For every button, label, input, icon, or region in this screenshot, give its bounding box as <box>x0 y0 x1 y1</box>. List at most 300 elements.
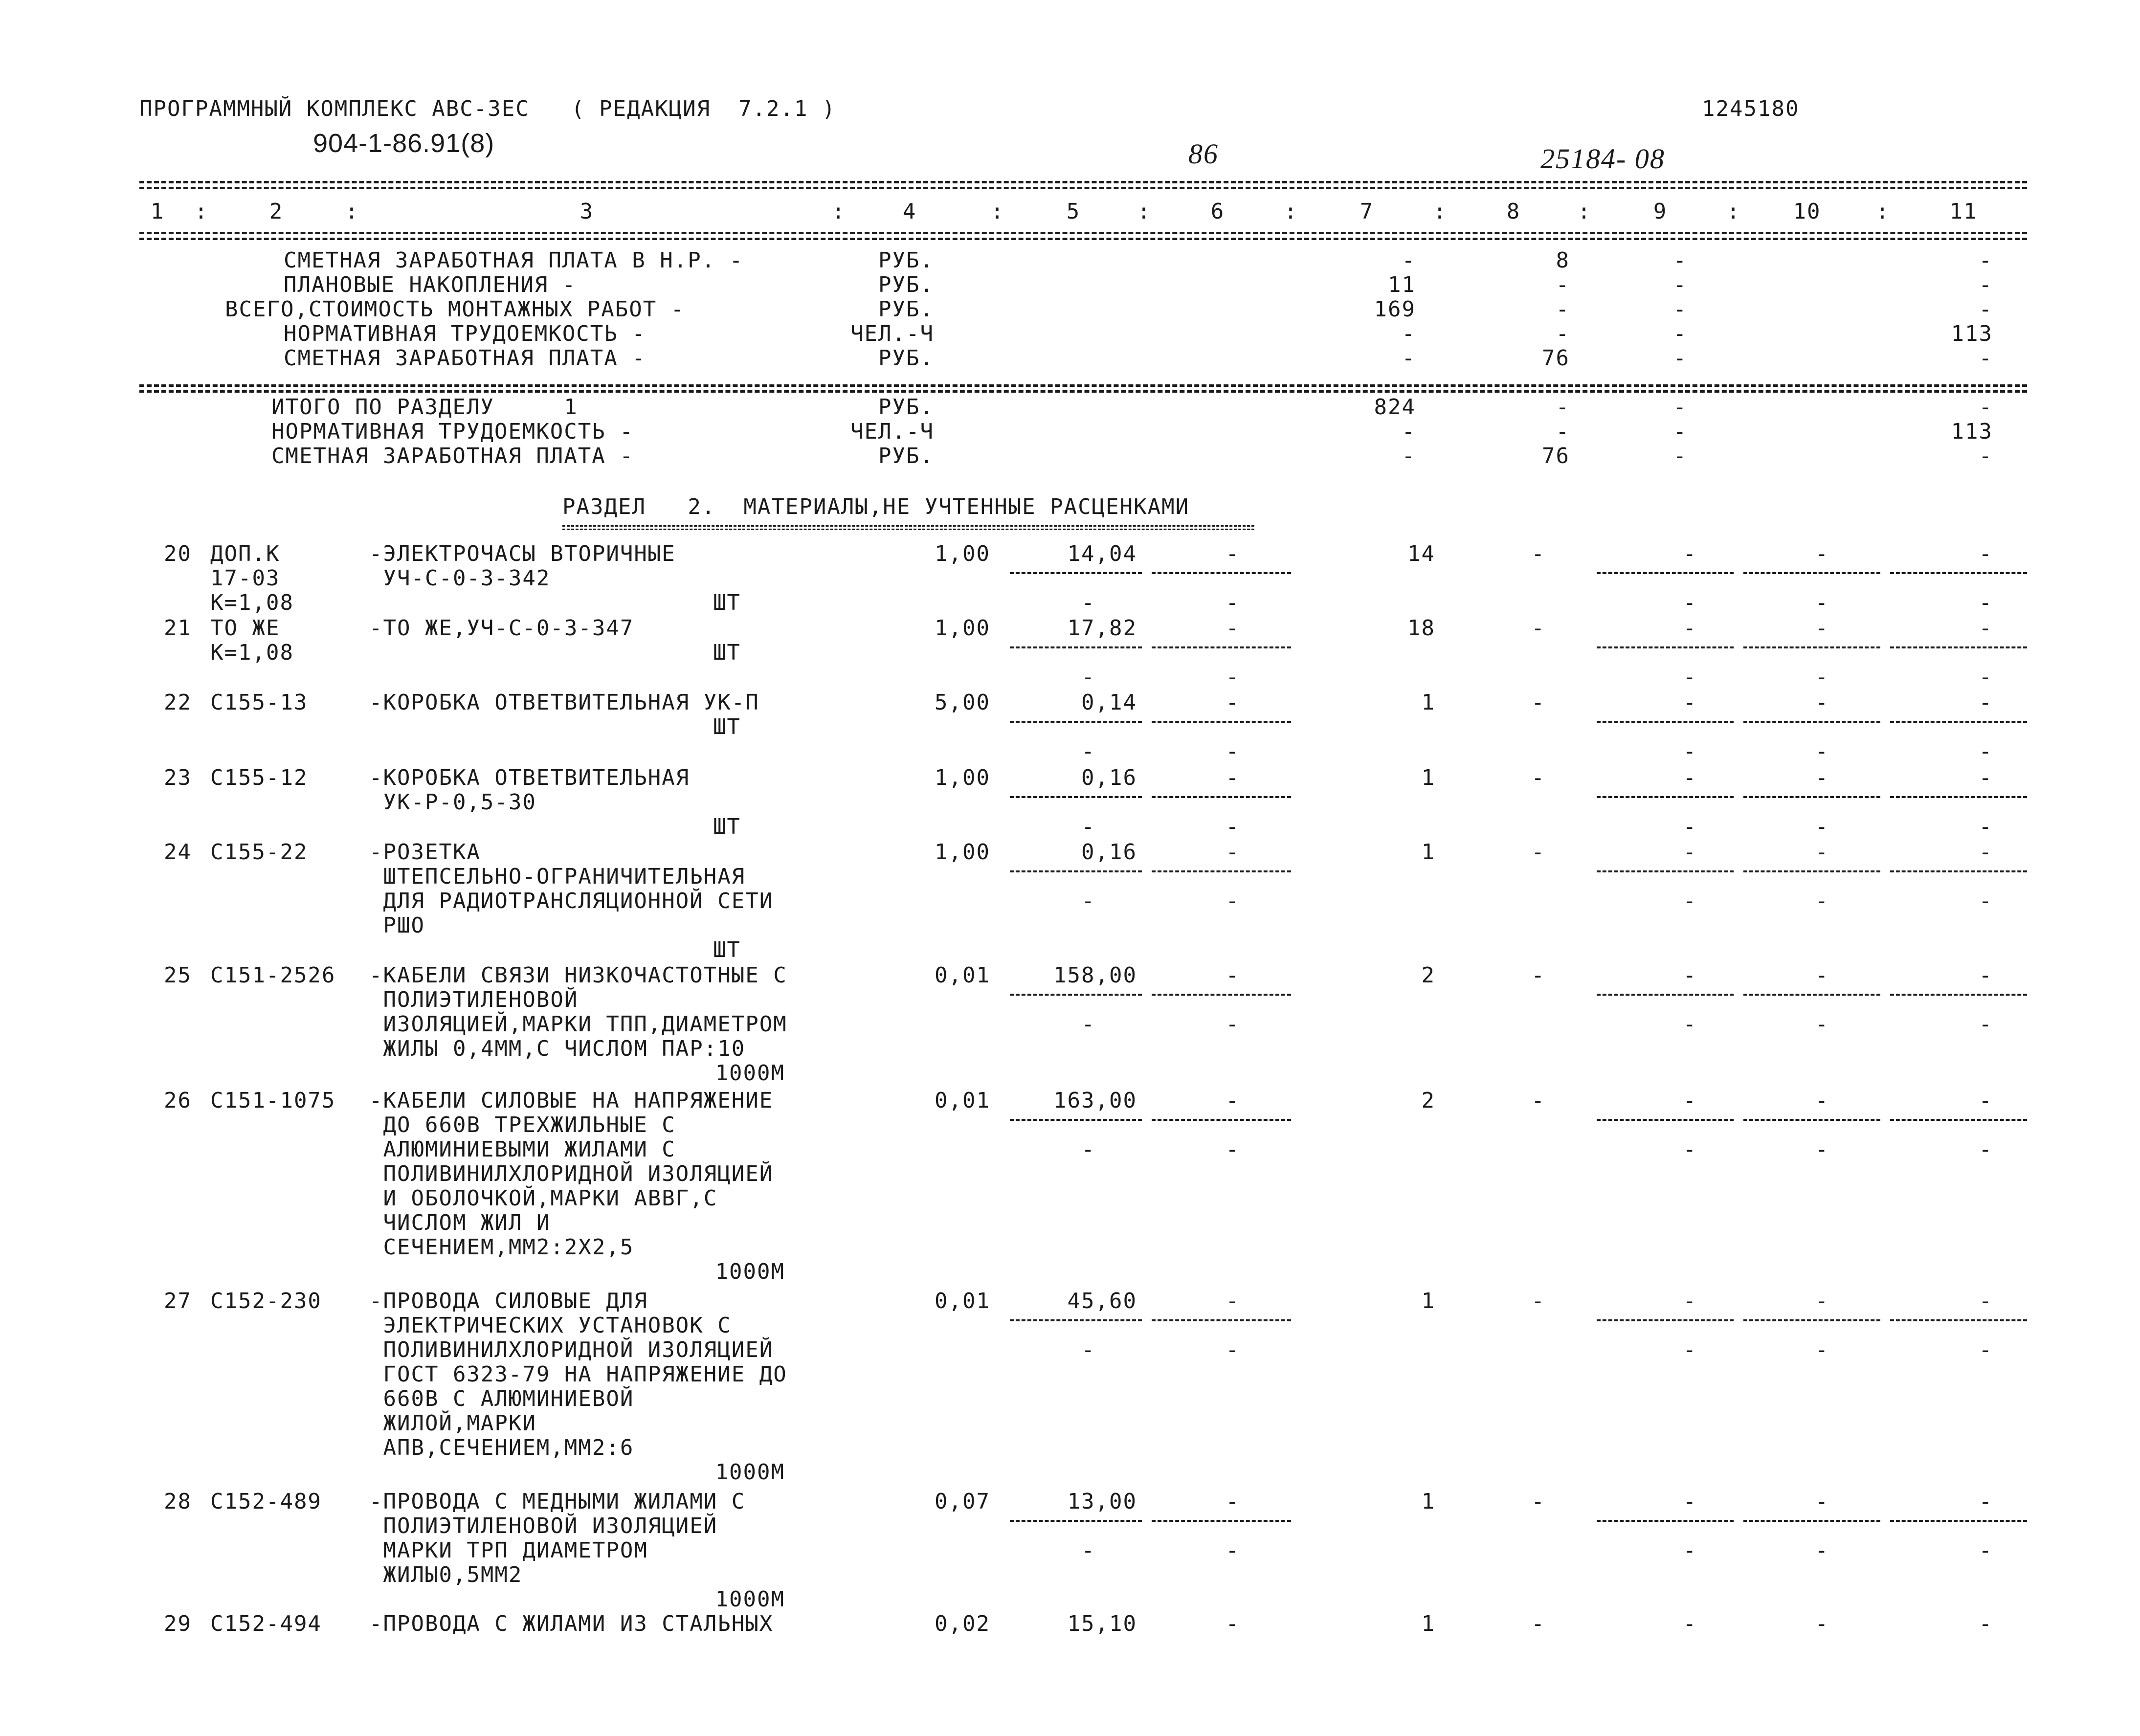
item-quantity: 0,02 <box>935 1611 990 1636</box>
item-sub-col11: - <box>1979 1137 1993 1162</box>
item-col10: - <box>1815 963 1829 988</box>
item-code: К=1,08 <box>210 640 294 665</box>
item-price: 17,82 <box>1067 616 1137 641</box>
item-sub-col9: - <box>1683 1337 1697 1362</box>
item-col11: - <box>1979 690 1993 715</box>
item-description: ЖИЛОЙ,МАРКИ <box>369 1411 536 1436</box>
item-subtotal-rule <box>1152 994 1291 996</box>
item-number: 29 <box>164 1611 192 1636</box>
col-header-6: 6 <box>1210 199 1225 224</box>
item-subtotal-rule <box>1890 1319 2027 1321</box>
item-col7: 18 <box>1407 616 1435 641</box>
item-col9: - <box>1683 690 1697 715</box>
item-unit: ШТ <box>713 590 741 615</box>
item-price: 13,00 <box>1067 1489 1137 1514</box>
item-col9: - <box>1683 1611 1697 1636</box>
total-row-unit: РУБ. <box>878 444 934 468</box>
item-col6: - <box>1226 541 1240 566</box>
item-subtotal-rule <box>1152 721 1291 723</box>
item-subtotal-rule <box>1743 870 1880 872</box>
item-col11: - <box>1979 541 1993 566</box>
summary-row-label: СМЕТНАЯ ЗАРАБОТНАЯ ПЛАТА В Н.Р. - <box>284 248 744 273</box>
item-sub-col9: - <box>1683 1137 1697 1162</box>
item-description: УЧ-С-0-3-342 <box>369 566 551 591</box>
item-subtotal-rule <box>1890 870 2027 872</box>
item-subtotal-rule <box>1152 1119 1291 1121</box>
item-description: ГОСТ 6323-79 НА НАПРЯЖЕНИЕ ДО <box>369 1362 787 1387</box>
summary-row-col11: - <box>1979 248 1993 273</box>
item-col11: - <box>1979 1611 1993 1636</box>
item-col6: - <box>1226 765 1240 790</box>
summary-row-col11: - <box>1979 297 1993 322</box>
item-description: -КАБЕЛИ СИЛОВЫЕ НА НАПРЯЖЕНИЕ <box>369 1088 774 1113</box>
item-subtotal-rule <box>1743 646 1880 648</box>
item-code: С155-12 <box>210 765 308 790</box>
item-unit: 1000М <box>715 1587 785 1612</box>
item-description: ИЗОЛЯЦИЕЙ,МАРКИ ТПП,ДИАМЕТРОМ <box>369 1012 787 1037</box>
item-subtotal-rule <box>1890 646 2027 648</box>
item-number: 22 <box>164 690 192 715</box>
item-col6: - <box>1226 1088 1240 1113</box>
item-sub-col6: - <box>1226 665 1240 690</box>
item-quantity: 0,07 <box>935 1489 990 1514</box>
item-description: -ЭЛЕКТРОЧАСЫ ВТОРИЧНЫЕ <box>369 541 676 566</box>
item-subtotal-rule <box>1152 646 1291 648</box>
col-sep: : <box>345 199 359 224</box>
item-sub-col9: - <box>1683 665 1697 690</box>
total-row-col11: 113 <box>1951 419 1993 444</box>
total-row-col9: - <box>1673 419 1687 444</box>
item-sub-col10: - <box>1815 814 1829 839</box>
item-col6: - <box>1226 1611 1240 1636</box>
item-subtotal-rule <box>1597 1520 1734 1522</box>
item-subtotal-rule <box>1010 572 1142 574</box>
item-subtotal-rule <box>1152 870 1291 872</box>
item-col6: - <box>1226 840 1240 865</box>
total-row-col7: - <box>1402 444 1416 468</box>
item-description: ЭЛЕКТРИЧЕСКИХ УСТАНОВОК С <box>369 1313 732 1338</box>
item-subtotal-rule <box>1010 721 1142 723</box>
summary-row-col8: 8 <box>1556 248 1570 273</box>
item-sub-col11: - <box>1979 1012 1993 1037</box>
item-subtotal-rule <box>1010 1319 1142 1321</box>
item-col7: 1 <box>1421 690 1435 715</box>
item-subtotal-rule <box>1743 1520 1880 1522</box>
item-price: 0,16 <box>1081 765 1137 790</box>
item-sub-col11: - <box>1979 889 1993 913</box>
summary-row-unit: РУБ. <box>878 346 934 371</box>
item-sub-col6: - <box>1226 814 1240 839</box>
total-row-col8: - <box>1556 395 1570 420</box>
item-description: ПОЛИВИНИЛХЛОРИДНОЙ ИЗОЛЯЦИЕЙ <box>369 1337 774 1362</box>
total-row-unit: РУБ. <box>878 395 934 420</box>
sheet-number: 86 <box>1188 138 1219 170</box>
item-quantity: 0,01 <box>935 1088 990 1113</box>
item-description: ЖИЛЫ0,5ММ2 <box>369 1562 523 1587</box>
summary-row-col11: 113 <box>1951 321 1993 346</box>
item-col9: - <box>1683 1489 1697 1514</box>
col-sep: : <box>1726 199 1741 224</box>
item-code: С155-22 <box>210 840 308 865</box>
item-sub-col11: - <box>1979 739 1993 764</box>
document-number: 25184- 08 <box>1540 143 1665 175</box>
item-subtotal-rule <box>1152 796 1291 798</box>
item-price: 158,00 <box>1053 963 1137 988</box>
item-number: 21 <box>164 616 192 641</box>
summary-row-col9: - <box>1673 297 1687 322</box>
item-description: ШТЕПСЕЛЬНО-ОГРАНИЧИТЕЛЬНАЯ <box>369 864 746 889</box>
item-subtotal-rule <box>1597 1119 1734 1121</box>
item-subtotal-rule <box>1152 572 1291 574</box>
program-header: ПРОГРАММНЫЙ КОМПЛЕКС АВС-3ЕС ( РЕДАКЦИЯ 7.2.1 ) <box>139 96 836 121</box>
item-col6: - <box>1226 963 1240 988</box>
item-price: 0,14 <box>1081 690 1137 715</box>
item-code: С151-1075 <box>210 1088 336 1113</box>
item-col8: - <box>1531 840 1545 865</box>
item-col8: - <box>1531 1289 1545 1313</box>
total-row-col9: - <box>1673 395 1687 420</box>
col-header-8: 8 <box>1506 199 1521 224</box>
item-subtotal-rule <box>1010 994 1142 996</box>
item-subtotal-rule <box>1597 994 1734 996</box>
item-code: С152-494 <box>210 1611 322 1636</box>
item-sub-col11: - <box>1979 1337 1993 1362</box>
item-subtotal-rule <box>1743 721 1880 723</box>
item-col11: - <box>1979 1289 1993 1313</box>
item-description: ПОЛИВИНИЛХЛОРИДНОЙ ИЗОЛЯЦИЕЙ <box>369 1161 774 1186</box>
item-description: -ТО ЖЕ,УЧ-С-0-3-347 <box>369 616 634 641</box>
item-code: ДОП.К <box>210 541 280 566</box>
item-sub-col10: - <box>1815 1538 1829 1563</box>
item-col9: - <box>1683 765 1697 790</box>
item-sub-col6: - <box>1226 1337 1240 1362</box>
item-code: С152-230 <box>210 1289 322 1313</box>
total-row-label: ИТОГО ПО РАЗДЕЛУ 1 <box>271 395 578 420</box>
item-price: 163,00 <box>1053 1088 1137 1113</box>
total-row-col7: 824 <box>1374 395 1416 420</box>
item-col8: - <box>1531 690 1545 715</box>
item-sub-col10: - <box>1815 1337 1829 1362</box>
col-header-5: 5 <box>1066 199 1081 224</box>
item-unit: ШТ <box>713 814 741 839</box>
item-unit: ШТ <box>713 640 741 665</box>
item-subtotal-rule <box>1010 1520 1142 1522</box>
col-header-4: 4 <box>902 199 917 224</box>
item-sub-col9: - <box>1683 814 1697 839</box>
item-sub-col10: - <box>1815 889 1829 913</box>
item-sub-col10: - <box>1815 1012 1829 1037</box>
item-code: ТО ЖЕ <box>210 616 280 641</box>
item-col9: - <box>1683 963 1697 988</box>
item-sub-col10: - <box>1815 590 1829 615</box>
item-sub-col5: - <box>1081 739 1095 764</box>
item-subtotal-rule <box>1597 572 1734 574</box>
item-description: УК-Р-0,5-30 <box>369 790 536 815</box>
item-subtotal-rule <box>1152 1319 1291 1321</box>
item-subtotal-rule <box>1010 870 1142 872</box>
total-row-unit: ЧЕЛ.-Ч <box>850 419 934 444</box>
item-subtotal-rule <box>1597 870 1734 872</box>
item-description: -ПРОВОДА С МЕДНЫМИ ЖИЛАМИ С <box>369 1489 746 1514</box>
item-col8: - <box>1531 616 1545 641</box>
item-sub-col9: - <box>1683 889 1697 913</box>
summary-row-col8: 76 <box>1542 346 1570 371</box>
item-sub-col9: - <box>1683 739 1697 764</box>
item-quantity: 0,01 <box>935 1289 990 1313</box>
item-price: 45,60 <box>1067 1289 1137 1313</box>
item-description: СЕЧЕНИЕМ,ММ2:2Х2,5 <box>369 1235 634 1260</box>
item-description: МАРКИ ТРП ДИАМЕТРОМ <box>369 1538 648 1563</box>
item-col7: 1 <box>1421 1489 1435 1514</box>
summary-row-col11: - <box>1979 346 1993 371</box>
col-header-1: 1 <box>150 199 165 224</box>
item-quantity: 1,00 <box>935 840 990 865</box>
item-subtotal-rule <box>1890 796 2027 798</box>
item-subtotal-rule <box>1890 1520 2027 1522</box>
col-header-7: 7 <box>1360 199 1374 224</box>
col-sep: : <box>1875 199 1890 224</box>
item-subtotal-rule <box>1597 1319 1734 1321</box>
item-sub-col6: - <box>1226 590 1240 615</box>
col-header-10: 10 <box>1793 199 1821 224</box>
item-col10: - <box>1815 1289 1829 1313</box>
item-col10: - <box>1815 1611 1829 1636</box>
item-description: -КАБЕЛИ СВЯЗИ НИЗКОЧАСТОТНЫЕ С <box>369 963 787 988</box>
item-col11: - <box>1979 840 1993 865</box>
item-subtotal-rule <box>1152 1520 1291 1522</box>
item-subtotal-rule <box>1743 1119 1880 1121</box>
col-sep: : <box>990 199 1005 224</box>
item-description: ДО 660В ТРЕХЖИЛЬНЫЕ С <box>369 1113 676 1137</box>
item-col9: - <box>1683 541 1697 566</box>
item-col10: - <box>1815 616 1829 641</box>
item-col10: - <box>1815 840 1829 865</box>
summary-row-unit: РУБ. <box>878 248 934 273</box>
item-price: 14,04 <box>1067 541 1137 566</box>
item-subtotal-rule <box>1010 796 1142 798</box>
item-col11: - <box>1979 963 1993 988</box>
item-sub-col5: - <box>1081 665 1095 690</box>
col-sep: : <box>1137 199 1152 224</box>
item-code: 17-03 <box>210 566 280 591</box>
item-col10: - <box>1815 541 1829 566</box>
item-quantity: 1,00 <box>935 616 990 641</box>
item-sub-col10: - <box>1815 1137 1829 1162</box>
item-sub-col6: - <box>1226 889 1240 913</box>
summary-row-col7: - <box>1402 321 1416 346</box>
item-sub-col5: - <box>1081 814 1095 839</box>
item-number: 26 <box>164 1088 192 1113</box>
summary-row-col9: - <box>1673 321 1687 346</box>
item-sub-col6: - <box>1226 739 1240 764</box>
summary-row-label: ПЛАНОВЫЕ НАКОПЛЕНИЯ - <box>284 272 577 297</box>
summary-row-label: СМЕТНАЯ ЗАРАБОТНАЯ ПЛАТА - <box>284 346 646 371</box>
item-subtotal-rule <box>1743 572 1880 574</box>
summary-row-col8: - <box>1556 297 1570 322</box>
item-subtotal-rule <box>1597 721 1734 723</box>
summary-row-col7: - <box>1402 346 1416 371</box>
item-subtotal-rule <box>1890 721 2027 723</box>
summary-row-col7: 11 <box>1388 272 1416 297</box>
item-description: И ОБОЛОЧКОЙ,МАРКИ АВВГ,С <box>369 1186 718 1211</box>
item-description: -РОЗЕТКА <box>369 840 481 865</box>
item-description: ЧИСЛОМ ЖИЛ И <box>369 1210 551 1235</box>
item-subtotal-rule <box>1010 1119 1142 1121</box>
item-unit: ШТ <box>713 714 741 739</box>
item-description: -ПРОВОДА С ЖИЛАМИ ИЗ СТАЛЬНЫХ <box>369 1611 774 1636</box>
item-col7: 2 <box>1421 1088 1435 1113</box>
total-row-label: НОРМАТИВНАЯ ТРУДОЕМКОСТЬ - <box>271 419 634 444</box>
col-sep: : <box>1433 199 1448 224</box>
item-sub-col6: - <box>1226 1012 1240 1037</box>
summary-row-col9: - <box>1673 272 1687 297</box>
col-header-3: 3 <box>580 199 594 224</box>
item-col7: 1 <box>1421 1289 1435 1313</box>
item-col8: - <box>1531 765 1545 790</box>
summary-row-unit: РУБ. <box>878 297 934 322</box>
item-number: 23 <box>164 765 192 790</box>
summary-row-unit: РУБ. <box>878 272 934 297</box>
item-col8: - <box>1531 541 1545 566</box>
item-col11: - <box>1979 765 1993 790</box>
item-quantity: 0,01 <box>935 963 990 988</box>
item-col11: - <box>1979 1489 1993 1514</box>
item-quantity: 1,00 <box>935 765 990 790</box>
item-subtotal-rule <box>1890 572 2027 574</box>
summary-row-col11: - <box>1979 272 1993 297</box>
col-header-9: 9 <box>1653 199 1668 224</box>
item-sub-col10: - <box>1815 739 1829 764</box>
summary-row-unit: ЧЕЛ.-Ч <box>850 321 934 346</box>
item-quantity: 5,00 <box>935 690 990 715</box>
item-description: -КОРОБКА ОТВЕТВИТЕЛЬНАЯ <box>369 765 690 790</box>
total-row-col8: - <box>1556 419 1570 444</box>
item-col9: - <box>1683 616 1697 641</box>
summary-row-label: НОРМАТИВНАЯ ТРУДОЕМКОСТЬ - <box>284 321 646 346</box>
total-row-label: СМЕТНАЯ ЗАРАБОТНАЯ ПЛАТА - <box>271 444 634 468</box>
item-code: С152-489 <box>210 1489 322 1514</box>
item-description: АПВ,СЕЧЕНИЕМ,ММ2:6 <box>369 1435 634 1460</box>
item-sub-col6: - <box>1226 1137 1240 1162</box>
item-price: 15,10 <box>1067 1611 1137 1636</box>
col-sep: : <box>1284 199 1298 224</box>
document-id: 1245180 <box>1702 96 1800 121</box>
total-row-col9: - <box>1673 444 1687 468</box>
item-subtotal-rule <box>1597 796 1734 798</box>
item-number: 25 <box>164 963 192 988</box>
item-description: АЛЮМИНИЕВЫМИ ЖИЛАМИ С <box>369 1137 676 1162</box>
project-code: 904-1-86.91(8) <box>313 129 495 158</box>
total-row-col11: - <box>1979 395 1993 420</box>
item-sub-col5: - <box>1081 889 1095 913</box>
item-col9: - <box>1683 1088 1697 1113</box>
item-subtotal-rule <box>1010 646 1142 648</box>
item-col7: 1 <box>1421 1611 1435 1636</box>
total-row-col8: 76 <box>1542 444 1570 468</box>
item-number: 28 <box>164 1489 192 1514</box>
item-subtotal-rule <box>1743 796 1880 798</box>
item-description: ДЛЯ РАДИОТРАНСЛЯЦИОННОЙ СЕТИ <box>369 889 774 913</box>
item-sub-col9: - <box>1683 1012 1697 1037</box>
col-header-2: 2 <box>269 199 284 224</box>
item-quantity: 1,00 <box>935 541 990 566</box>
item-col7: 1 <box>1421 840 1435 865</box>
item-sub-col6: - <box>1226 1538 1240 1563</box>
item-col9: - <box>1683 840 1697 865</box>
item-sub-col11: - <box>1979 590 1993 615</box>
item-code: С151-2526 <box>210 963 336 988</box>
item-code: К=1,08 <box>210 590 294 615</box>
summary-row-col8: - <box>1556 272 1570 297</box>
item-col8: - <box>1531 1611 1545 1636</box>
item-col7: 14 <box>1407 541 1435 566</box>
col-header-11: 11 <box>1949 199 1978 224</box>
item-sub-col5: - <box>1081 1137 1095 1162</box>
item-col7: 2 <box>1421 963 1435 988</box>
item-description: РШО <box>369 913 425 938</box>
item-subtotal-rule <box>1597 646 1734 648</box>
total-row-col11: - <box>1979 444 1993 468</box>
item-number: 27 <box>164 1289 192 1313</box>
item-sub-col11: - <box>1979 814 1993 839</box>
summary-row-col8: - <box>1556 321 1570 346</box>
item-subtotal-rule <box>1890 994 2027 996</box>
total-row-col7: - <box>1402 419 1416 444</box>
item-col9: - <box>1683 1289 1697 1313</box>
item-unit: 1000М <box>715 1061 785 1086</box>
item-description: ЖИЛЫ 0,4ММ,С ЧИСЛОМ ПАР:10 <box>369 1036 746 1061</box>
item-sub-col5: - <box>1081 1538 1095 1563</box>
item-col6: - <box>1226 1289 1240 1313</box>
item-col10: - <box>1815 765 1829 790</box>
item-subtotal-rule <box>1743 1319 1880 1321</box>
item-col6: - <box>1226 616 1240 641</box>
item-number: 20 <box>164 541 192 566</box>
item-col8: - <box>1531 963 1545 988</box>
item-unit: ШТ <box>713 937 741 962</box>
summary-row-col9: - <box>1673 346 1687 371</box>
item-col6: - <box>1226 1489 1240 1514</box>
item-col8: - <box>1531 1088 1545 1113</box>
summary-row-col7: 169 <box>1374 297 1416 322</box>
item-unit: 1000М <box>715 1259 785 1284</box>
item-col10: - <box>1815 690 1829 715</box>
col-sep: : <box>194 199 209 224</box>
section-title: РАЗДЕЛ 2. МАТЕРИАЛЫ,НЕ УЧТЕННЫЕ РАСЦЕНКАМИ <box>562 494 1190 519</box>
item-col7: 1 <box>1421 765 1435 790</box>
item-description: -КОРОБКА ОТВЕТВИТЕЛЬНАЯ УК-П <box>369 690 759 715</box>
item-col10: - <box>1815 1489 1829 1514</box>
item-col6: - <box>1226 690 1240 715</box>
item-price: 0,16 <box>1081 840 1137 865</box>
item-sub-col10: - <box>1815 665 1829 690</box>
summary-row-col9: - <box>1673 248 1687 273</box>
item-description: ПОЛИЭТИЛЕНОВОЙ <box>369 987 579 1012</box>
item-description: ПОЛИЭТИЛЕНОВОЙ ИЗОЛЯЦИЕЙ <box>369 1513 718 1538</box>
item-sub-col5: - <box>1081 1012 1095 1037</box>
item-col11: - <box>1979 1088 1993 1113</box>
item-sub-col5: - <box>1081 1337 1095 1362</box>
item-sub-col9: - <box>1683 1538 1697 1563</box>
item-sub-col9: - <box>1683 590 1697 615</box>
col-sep: : <box>1577 199 1592 224</box>
col-sep: : <box>831 199 846 224</box>
item-subtotal-rule <box>1890 1119 2027 1121</box>
item-col10: - <box>1815 1088 1829 1113</box>
summary-row-col7: - <box>1402 248 1416 273</box>
item-unit: 1000М <box>715 1460 785 1485</box>
item-description: 660В С АЛЮМИНИЕВОЙ <box>369 1386 634 1411</box>
